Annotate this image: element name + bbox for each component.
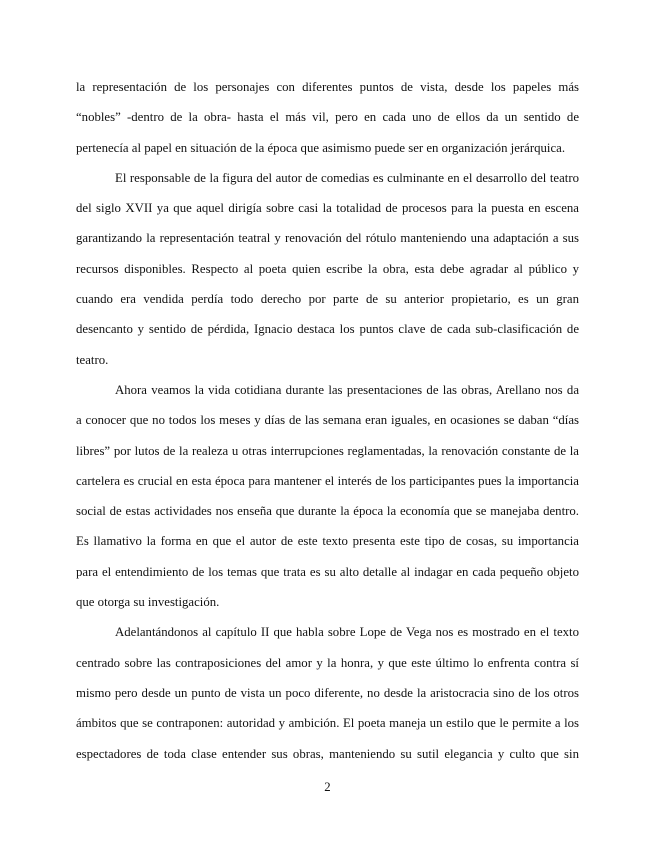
text-line: recursos disponibles. Respecto al poeta quien escribe la obra, esta debe agradar al público y xyxy=(76,261,579,276)
document-body xyxy=(76,72,579,769)
text-line: mismo pero desde un punto de vista un poco diferente, no desde la aristocracia sino de los otros xyxy=(76,685,579,700)
text-line: que otorga su investigación. xyxy=(76,595,220,610)
paragraph-4 xyxy=(76,617,579,768)
text-line: espectadores de toda clase entender sus obras, manteniendo su sutil elegancia y culto que sin xyxy=(76,746,579,761)
text-line: ámbitos que se contraponen: autoridad y ambición. El poeta maneja un estilo que le permite a los xyxy=(76,716,579,731)
text-line: cartelera es crucial en esta época para mantener el interés de los participantes pues la importancia xyxy=(76,473,579,488)
text-line: del siglo XVII ya que aquel dirigía sobre casi la totalidad de procesos para la puesta en escena xyxy=(76,201,579,216)
paragraph-3 xyxy=(76,375,579,617)
paragraph-1 xyxy=(76,72,579,163)
text-line: cuando era vendida perdía todo derecho por parte de su anterior propietario, es un gran xyxy=(76,292,579,307)
text-line: centrado sobre las contraposiciones del amor y la honra, y que este último lo enfrenta contra sí xyxy=(76,655,579,670)
text-line: garantizando la representación teatral y renovación del rótulo manteniendo una adaptación a sus xyxy=(76,231,579,246)
text-line: para el entendimiento de los temas que trata es su alto detalle al indagar en cada pequeño objeto xyxy=(76,564,579,579)
text-line: Es llamativo la forma en que el autor de este texto presenta este tipo de cosas, su importancia xyxy=(76,534,579,549)
paragraph-2 xyxy=(76,163,579,375)
text-line: Adelantándonos al capítulo II que habla sobre Lope de Vega nos es mostrado en el texto xyxy=(115,625,579,640)
text-line: la representación de los personajes con diferentes puntos de vista, desde los papeles más xyxy=(76,80,579,94)
text-line: pertenecía al papel en situación de la época que asimismo puede ser en organización jerárquica. xyxy=(76,140,566,155)
page-number: 2 xyxy=(324,780,331,794)
text-line: El responsable de la figura del autor de comedias es culminante en el desarrollo del teatro xyxy=(115,170,579,185)
text-line: a conocer que no todos los meses y días de las semana eran iguales, en ocasiones se daban “días xyxy=(76,413,579,428)
text-line: libres” por lutos de la realeza u otras interrupciones reglamentadas, la renovación constante de la xyxy=(76,443,579,458)
text-line: teatro. xyxy=(76,352,109,367)
text-line: Ahora veamos la vida cotidiana durante las presentaciones de las obras, Arellano nos da xyxy=(115,382,579,397)
text-line: desencanto y sentido de pérdida, Ignacio destaca los puntos clave de cada sub-clasificación de xyxy=(76,322,579,337)
text-line: social de estas actividades nos enseña que durante la época la economía que se manejaba dentro. xyxy=(76,504,579,519)
text-line: “nobles” -dentro de la obra- hasta el más vil, pero en cada uno de ellos da un sentido de xyxy=(76,110,579,125)
